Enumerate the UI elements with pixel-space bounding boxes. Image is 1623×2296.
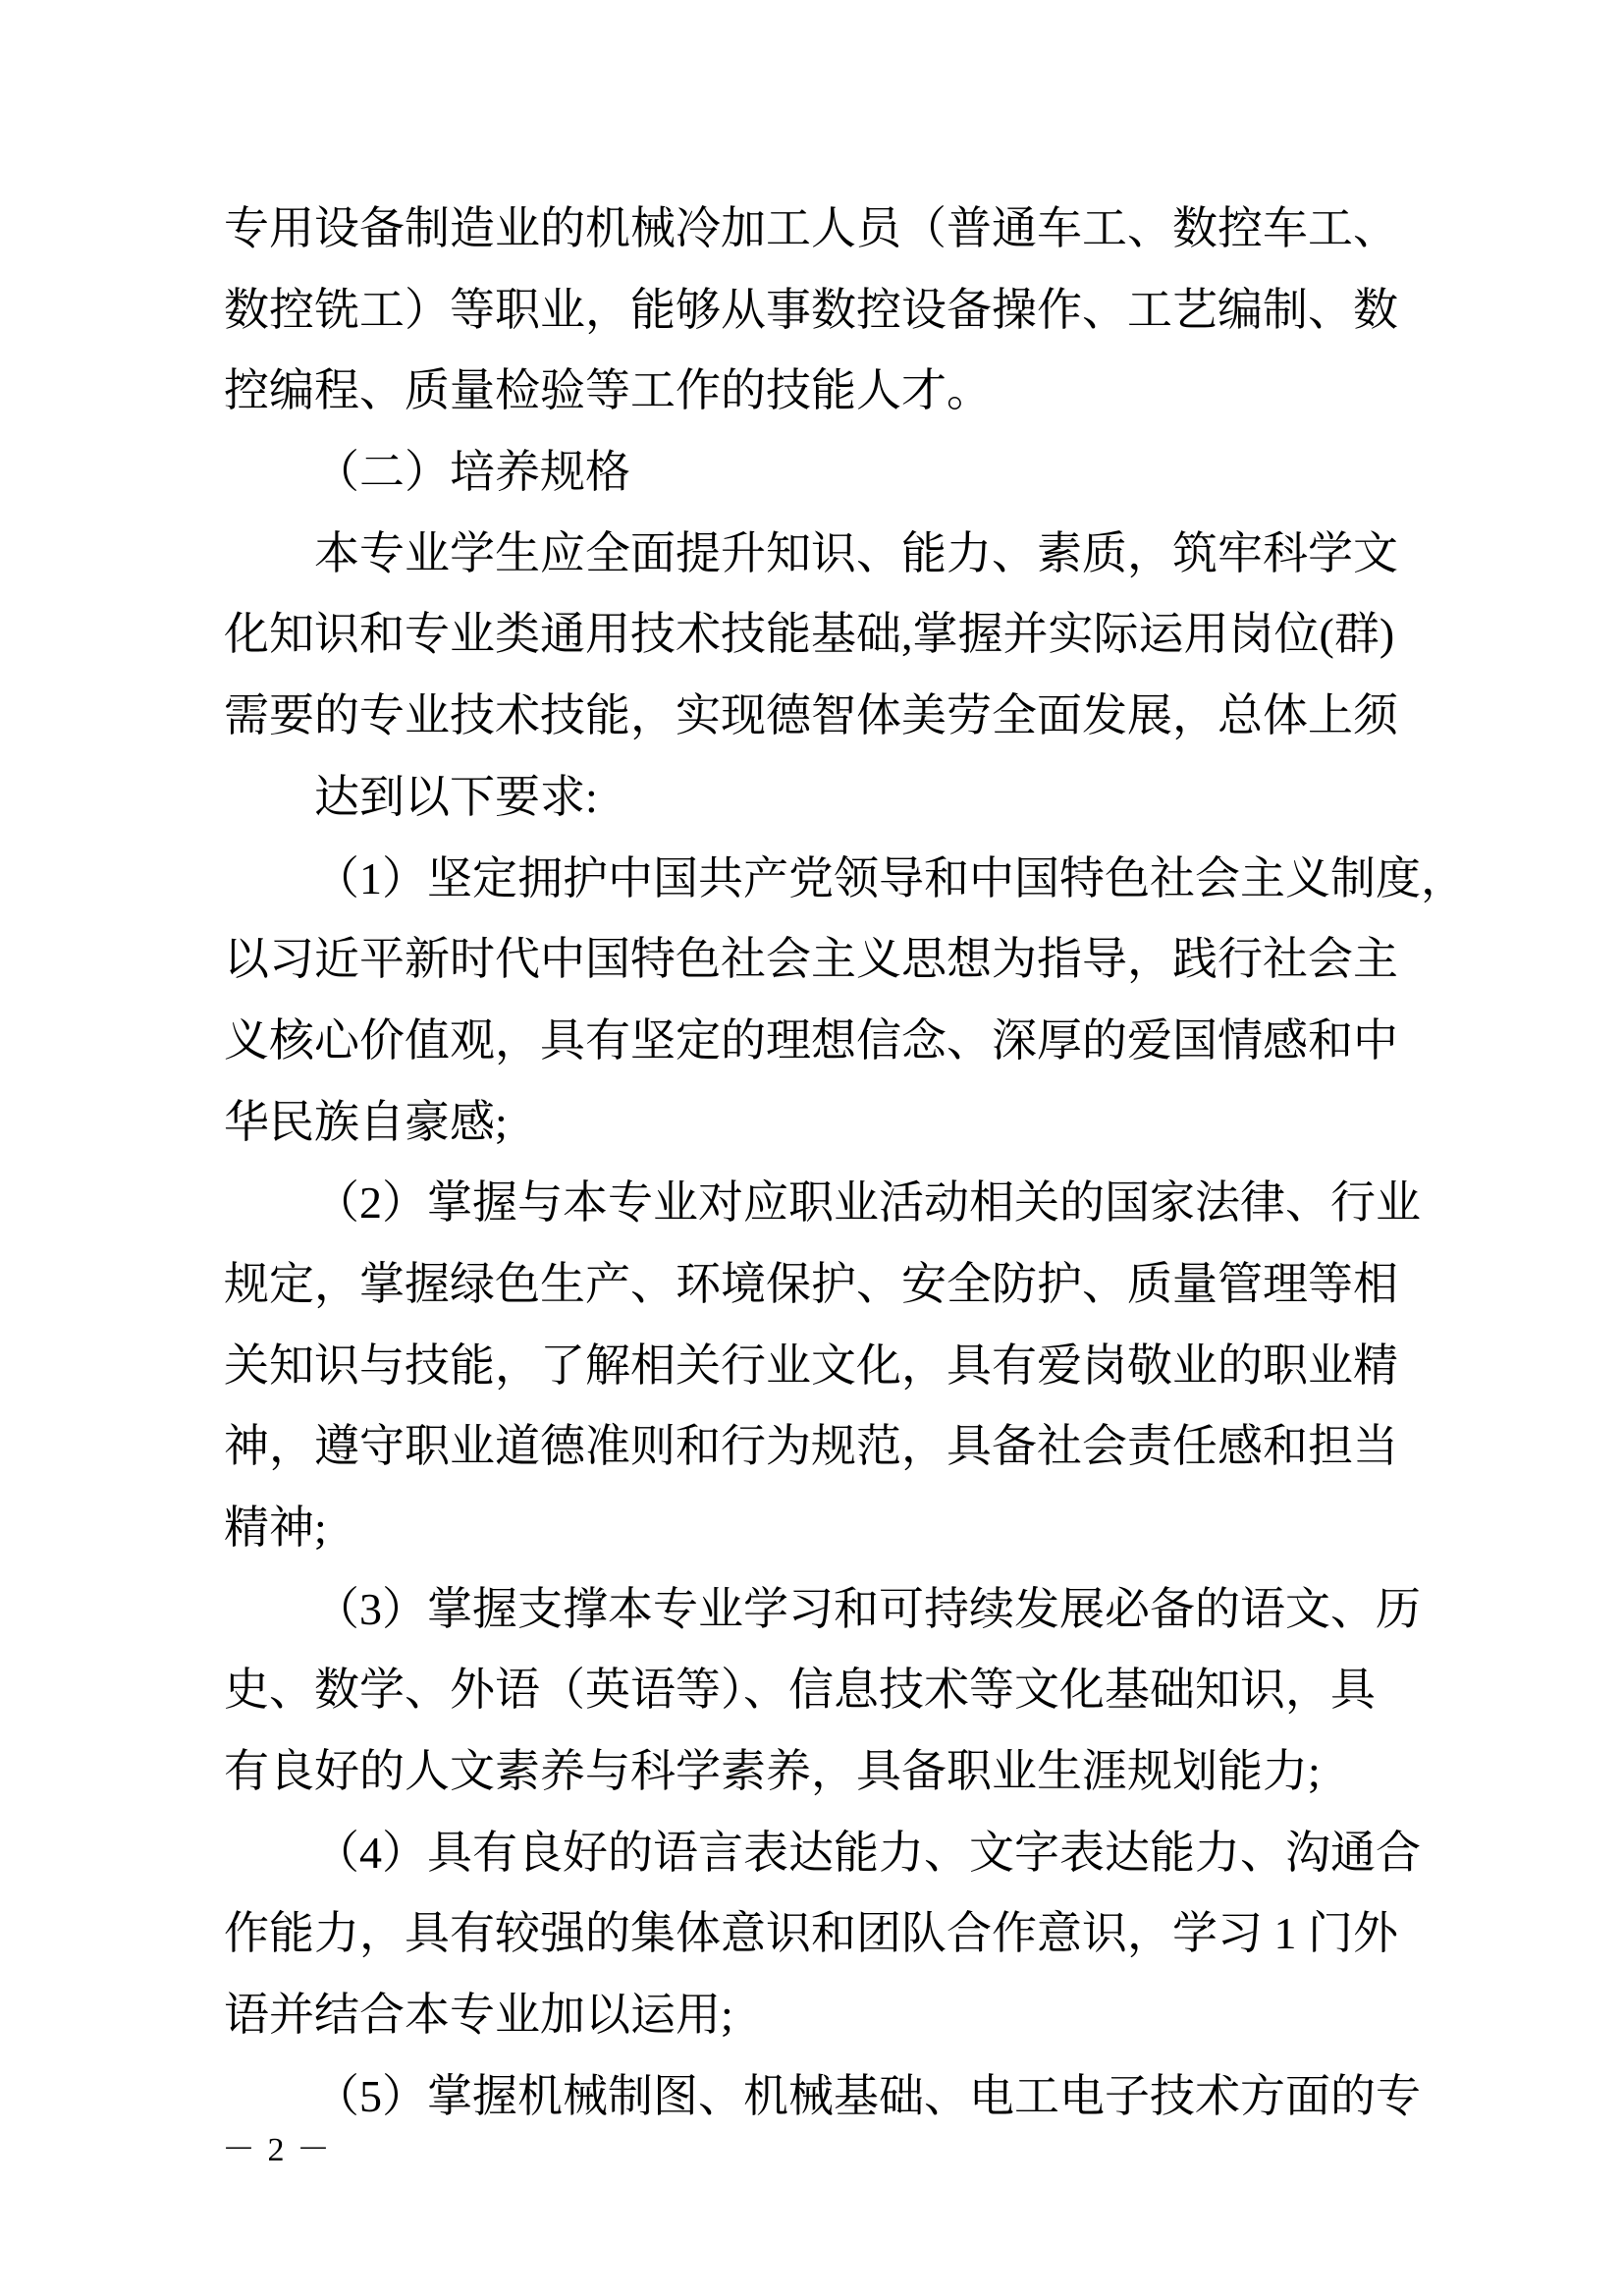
- text-line: 数控铣工）等职业，能够从事数控设备操作、工艺编制、数: [224, 284, 1398, 335]
- text-line: 语并结合本专业加以运用;: [224, 1990, 733, 2041]
- text-line: （2）掌握与本专业对应职业活动相关的国家法律、行业: [314, 1177, 1421, 1229]
- text-line: 以习近平新时代中国特色社会主义思想为指导，践行社会主: [224, 934, 1398, 985]
- text-line: 史、数学、外语（英语等）、信息技术等文化基础知识，具: [224, 1665, 1376, 1716]
- text-line: （5）掌握机械制图、机械基础、电工电子技术方面的专: [314, 2070, 1421, 2121]
- document-body: [224, 189, 1466, 2138]
- text-line: 控编程、质量检验等工作的技能人才。: [224, 365, 992, 416]
- text-line: （3）掌握支撑本专业学习和可持续发展必备的语文、历: [314, 1583, 1421, 1634]
- text-line: （二）培养规格: [314, 447, 630, 498]
- text-line: 专用设备制造业的机械冷加工人员（普通车工、数控车工、: [224, 203, 1398, 253]
- text-line: 达到以下要求:: [314, 771, 598, 822]
- text-line: 华民族自豪感;: [224, 1096, 508, 1147]
- text-line: 有良好的人文素养与科学素养，具备职业生涯规划能力;: [224, 1746, 1321, 1797]
- text-line: 义核心价值观，具有坚定的理想信念、深厚的爱国情感和中: [224, 1014, 1398, 1066]
- text-line: 神，遵守职业道德准则和行为规范，具备社会责任感和担当: [224, 1421, 1398, 1472]
- page-number: － 2 －: [222, 2132, 332, 2168]
- text-line: 作能力，具有较强的集体意识和团队合作意识，学习 1 门外: [224, 1908, 1398, 1959]
- text-line: 关知识与技能，了解相关行业文化，具有爱岗敬业的职业精: [224, 1339, 1398, 1391]
- text-line: 需要的专业技术技能，实现德智体美劳全面发展，总体上须: [224, 690, 1398, 741]
- text-line: 精神;: [224, 1503, 327, 1553]
- text-line: 化知识和专业类通用技术技能基础,掌握并实际运用岗位(群): [224, 609, 1395, 660]
- text-line: 规定，掌握绿色生产、环境保护、安全防护、质量管理等相: [224, 1258, 1398, 1309]
- text-line: （1）坚定拥护中国共产党领导和中国特色社会主义制度，: [314, 852, 1466, 903]
- text-line: （4）具有良好的语言表达能力、文字表达能力、沟通合: [314, 1827, 1421, 1878]
- text-line: 本专业学生应全面提升知识、能力、素质，筑牢科学文: [314, 527, 1398, 578]
